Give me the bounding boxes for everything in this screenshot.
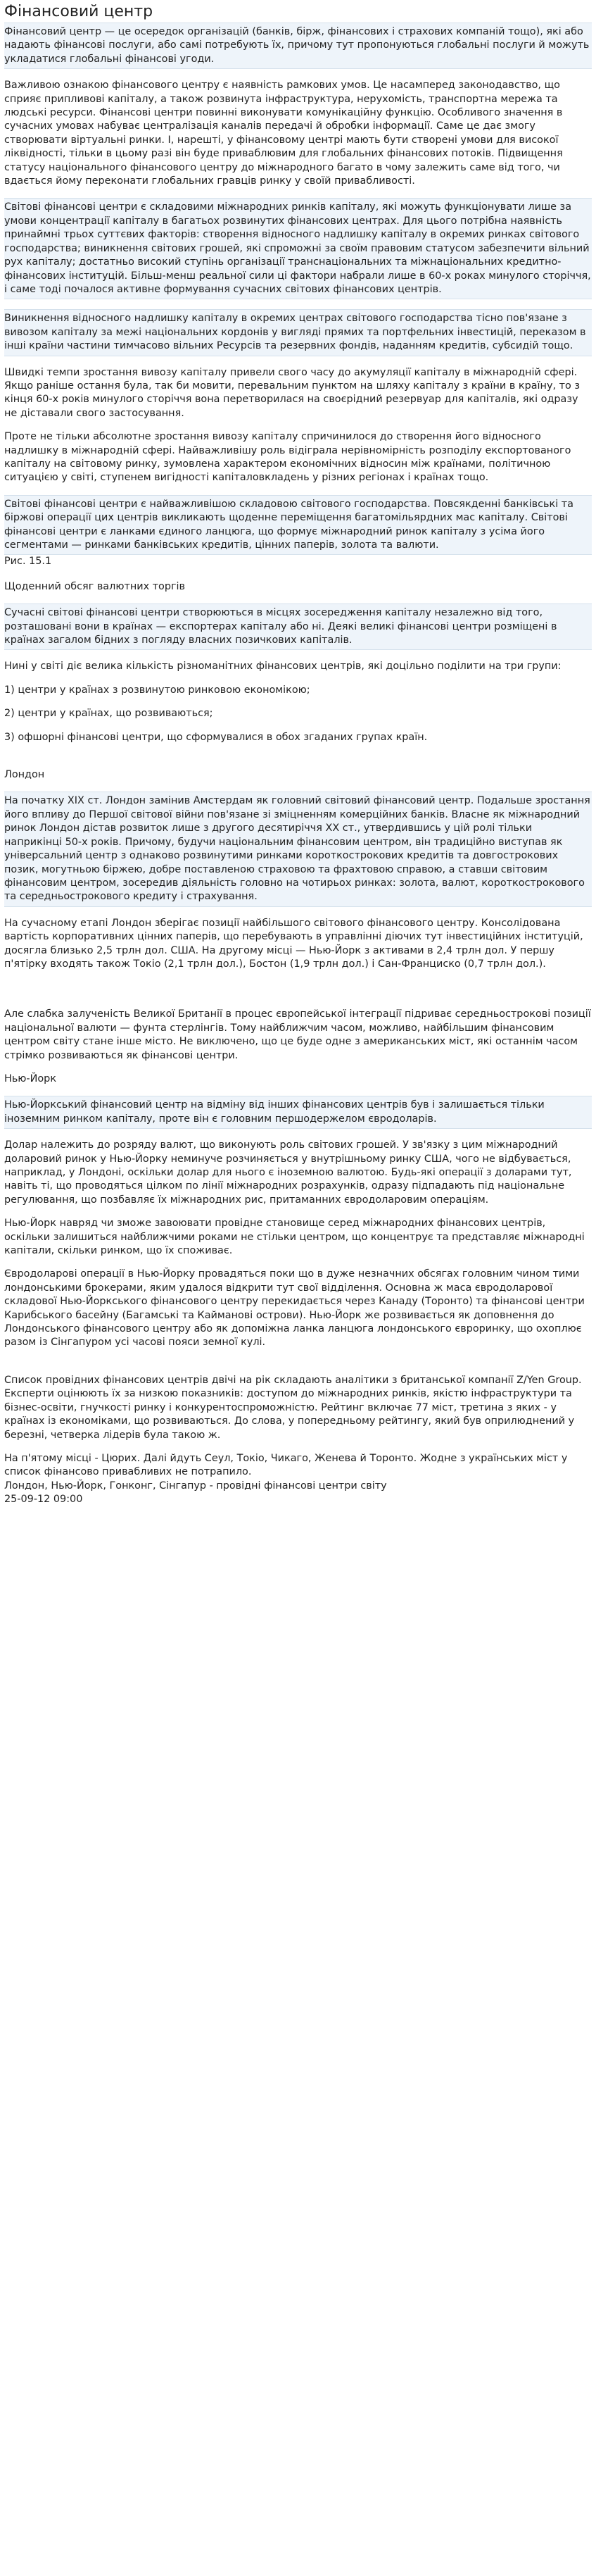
group-item: 2) центри у країнах, що розвиваються; <box>4 708 213 720</box>
spacer <box>4 754 592 768</box>
spacer <box>4 1360 592 1374</box>
paragraph-modern-centers: Сучасні світові фінансові центри створюються в місцях зосередження капіталу незалежно від того, розташовані вони в країнах — експортерах капіталу або ні. Деякі великі фінансові центри розміщені в країнах загалом бідних з погляду власних позичкових капіталів. <box>4 604 592 650</box>
publication-date: 25-09-12 09:00 <box>4 1494 83 1506</box>
section-heading-new-york: Нью-Йорк <box>4 1073 57 1084</box>
world-economy-block <box>4 495 592 569</box>
paragraph-london-current: На сучасному етапі Лондон зберігає позиції найбільшого світового фінансового центру. Консолідована вартість корпоративних цінних паперів, що перебувають в управлінні діючих тут інвестиційних інституцій, досягла близько 2,5 трлн дол. США. На другому місці — Нью-Йорк з активами в 2,4 трлн дол. У першу п'ятірку входять також Токіо (2,1 трлн дол.), Бостон (1,9 трлн дол.) і Сан-Франциско (0,7 трлн дол.). <box>4 917 583 970</box>
paragraph-capital-export: Швидкі темпи зростання вивозу капіталу привели свого часу до акумуляції капіталу в міжнародній сфері. Якщо раніше остання була, так би мовити, перевальним пунктом на шляху капіталу з країни в країну, то з кінця 60-х років минулого сторіччя вона перетворилася на своєрідний резервуар для капіталів, які одразу не діставали свого застосування. <box>4 366 581 419</box>
spacer <box>4 981 592 1008</box>
figure-title: Щоденний обсяг валютних торгів <box>4 580 186 592</box>
paragraph-key-component: Світові фінансові центри є найважливішою складовою світового господарства. Повсякденні банківські та біржові операції цих центрів викликають щоденне переміщення багатомільярдних мас капіталу. Світові фінансові центри є ланками єдиного ланцюга, що формує міжнародний ринок капіталу з усіма його сегментами — ринками банківських кредитів, цінних паперів, золота та валюти. <box>4 495 592 556</box>
figure-caption: Рис. 15.1 <box>4 556 52 568</box>
section-heading-london: Лондон <box>4 769 45 781</box>
paragraph-ranking: Список провідних фінансових центрів двічі на рік складають аналітики з британської компанії Z/Yen Group. Експерти оцінюють їх за низкою показників: доступом до міжнародних ринків, якістю інфраструктури та бізнес-освіти, гнучкості ринку і конкурентоспроможністю. Рейтинг включає 77 міст, третина з яких - у країнах із економіками, що розвиваються. До слова, у попередньому рейтингу, який був оприлюднений у березні, четверка лідерів була такою ж. <box>4 1374 582 1441</box>
paragraph-uneven-distribution: Проте не тільки абсолютне зростання вивозу капіталу спричинилося до створення його відносного надлишку в міжнародній сфері. Найважливішу роль відіграла нерівномірність розподілу експортованого капіталу на світовому ринку, зумовлена характером економічних відносин між країнами, політичною ситуацією у світі, ступенем вигідності капіталовкладень у різних регіонах і країнах тощо. <box>4 431 571 484</box>
article-title: Фінансовий центр <box>4 3 153 20</box>
paragraph-fifth-place: На п'ятому місці - Цюрих. Далі йдуть Сеул, Токіо, Чикаго, Женева й Торонто. Жодне з українських міст у список фінансово привабливих не потрапило. <box>4 1452 568 1478</box>
paragraph-world-centers: Світові фінансові центри є складовими міжнародних ринків капіталу, які можуть функціонувати лише за умови концентрації капіталу в багатьох розвинутих фінансових центрах. Для цього потрібна наявність принаймні трьох суттєвих факторів: створення відносного надлишку капіталу в окремих ринках світового господарства; виникнення світових грошей, які спроможні за своїм правовим статусом забезпечити вільний рух капіталу; достатньо високий ступінь організації транснаціональних та міжнаціональних кредитно-фінансових інституцій. Більш-менш реальної сили ці фактори набрали лише в 60-х роках минулого сторіччя, і саме тоді почалося активне формування сучасних світових фінансових центрів. <box>4 198 592 299</box>
summary-line: Лондон, Нью-Йорк, Гонконг, Сінгапур - провідні фінансові центри світу <box>4 1480 387 1492</box>
paragraph-framework-conditions: Важливою ознакою фінансового центру є наявність рамкових умов. Це насамперед законодавство, що сприяє припливові капіталу, а також розвинута інфраструктура, нерухомість, транспортна мережа та людські ресурси. Фінансові центри повинні виконувати комунікаційну функцію. Особливого значення в сучасних умовах набуває централізація каналів передачі й обробки інформації. Саме це дає змогу створювати віртуальні ринки. І, нарешті, у фінансовому центрі мають бути створені умови для високої ліквідності, тільки в цьому разі він буде приваблювим для глобальних фінансових потоків. Підвищення статусу національного фінансового центру до міжнародного багато в чому залежить саме від того, чи вдається йому переконати глобальних гравців ринку у своїй привабливості. <box>4 80 563 187</box>
article-intro: Фінансовий центр — це осередок організацій (банків, бірж, фінансових і страхових компаній тощо), які або надають фінансові послуги, або самі потребують їх, причому тут пропонуються глобальні послуги й можуть укладатися глобальні фінансові угоди. <box>4 23 592 69</box>
paragraph-groups-intro: Нині у світі діє велика кількість різноманітних фінансових центрів, які доцільно поділити на три групи: <box>4 661 562 673</box>
paragraph-new-york-market: Нью-Йоркський фінансовий центр на відміну від інших фінансових центрів був і залишається тільки іноземним ринком капіталу, проте він є головним першодержелом євродоларів. <box>4 1096 592 1129</box>
paragraph-new-york-eurodollar: Євродоларові операції в Нью-Йорку провадяться поки що в дуже незначних обсягах головним чином тими лондонськими брокерами, яким удалося відкрити тут свої відділення. Основна ж маса євродоларової складової Нью-Йоркського фінансового центру перекидається через Канаду (Торонто) та фінансові центри Карибського басейну (Багамські та Кайманові острови). Нью-Йорк же розвивається як доповнення до Лондонського фінансового центру або як допоміжна ланка ланцюга лондонського євроринку, що охоплює разом із Сінгапуром усі часові пояси земної кулі. <box>4 1268 585 1349</box>
ranking-summary-block <box>4 1452 592 1507</box>
group-item: 1) центри у країнах з розвинутою ринковою економікою; <box>4 684 310 696</box>
paragraph-new-york-position: Нью-Йорк навряд чи зможе завоювати провідне становище серед міжнародних фінансових центрів, оскільки залишиться найближчими роками не стільки центром, що концентрує та представляє міжнародні капітали, скільки ринком, що їх споживає. <box>4 1218 585 1257</box>
group-item: 3) офшорні фінансові центри, що сформувалися в обох згаданих групах країн. <box>4 731 428 743</box>
paragraph-capital-surplus: Виникнення відносного надлишку капіталу в окремих центрах світового господарства тісно пов'язане з вивозом капіталу за межі національних кордонів у вигляді прямих та портфельних інвестицій, переказом в інші країни частини тимчасово вільних Ресурсів та резервних фондів, наданням кредитів, субсидій тощо. <box>4 309 592 356</box>
paragraph-london-history: На початку XIX ст. Лондон замінив Амстердам як головний світовий фінансовий центр. Подальше зростання його впливу до Першої світової війни пов'язане зі зміцненням комерційних банків. Власне як міжнародний ринок Лондон дістав розвиток лише з другого десятиріччя XX ст., утвердившись у цій ролі тільки наприкінці 50-х років. Причому, будучи національним фінансовим центром, він традиційно виступав як універсальний центр з однаково розвинутими ринками короткострокових кредитів та довгострокових позик, могутньою біржею, добре поставленою страховою та фрахтовою справою, а ставши світовим фінансовим центром, зосередив діяльність головно на чотирьох ринках: золота, валют, короткострокового та середньострокового кредиту і страхування. <box>4 792 592 906</box>
paragraph-new-york-dollar: Долар належить до розряду валют, що виконують роль світових грошей. У зв'язку з цим міжнародний доларовий ринок у Нью-Йорку неминуче розчиняється у внутрішньому ринку США, чого не відбувається, наприклад, у Лондоні, оскільки долар для нього є іноземною валютою. Будь-які операції з доларами тут, навіть ті, що проводяться цілком по лінії міжнародних розрахунків, одразу підпадають під національне регулювання, що позбавляє їх міжнародних рис, притаманних євродоларовим операціям. <box>4 1139 572 1206</box>
paragraph-london-outlook: Але слабка залученість Великої Британії в процес європейської інтеграції підриває середньострокові позиції національної валюти — фунта стерлінгів. Тому найближчим часом, можливо, найбільшим фінансовим центром світу стане інше місто. Не виключено, що це буде одне з американських міст, які останнім часом стрімко розвиваються як фінансові центри. <box>4 1008 591 1061</box>
